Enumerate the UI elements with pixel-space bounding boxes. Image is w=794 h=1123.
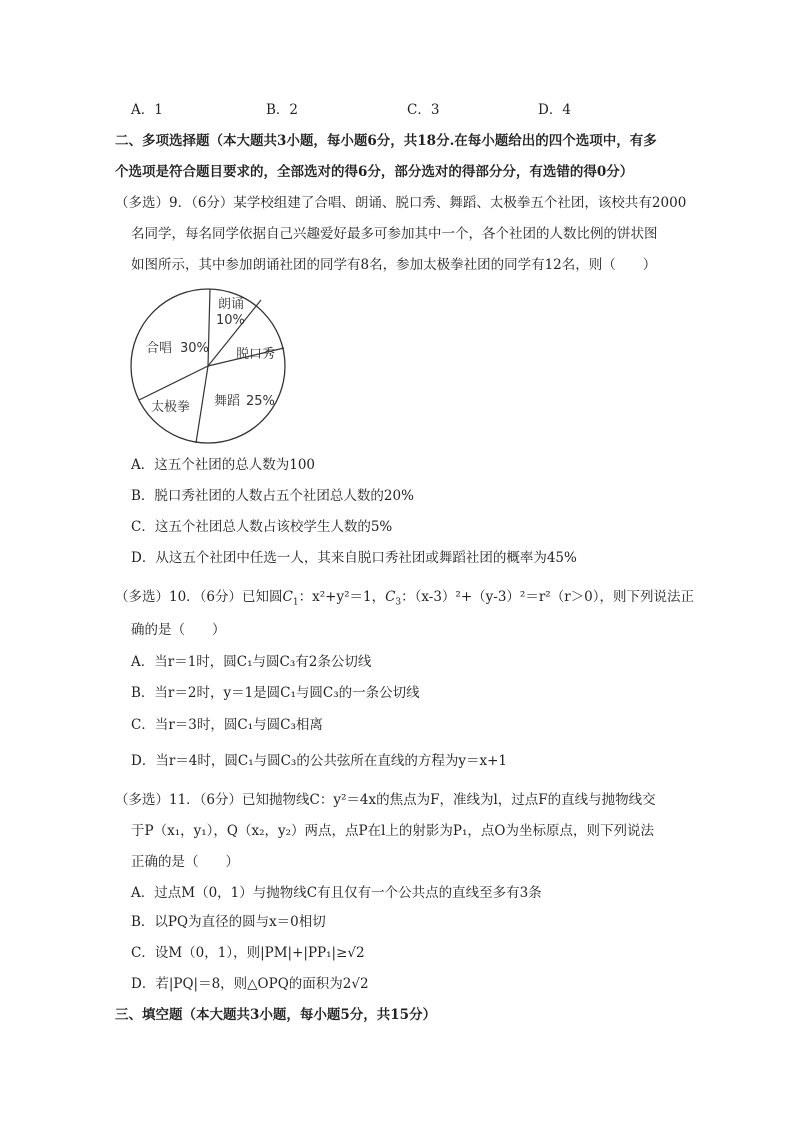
pie-value-langsong: 10%	[216, 313, 245, 328]
q10-circle-c1-sub: 1	[292, 597, 299, 608]
pie-label-tuokouxiu: 脱口秀	[236, 347, 276, 362]
q9-stem-line1: （多选）9．（6分）某学校组建了合唱、朗诵、脱口秀、舞蹈、太极拳五个社团，该校共有2000	[115, 195, 687, 211]
q11-option-c: C．设M（0，1），则|PM|+|PP₁|≥√2	[131, 945, 365, 961]
pie-value-wudao: 25%	[246, 394, 275, 409]
pie-chart	[128, 286, 288, 446]
q10-option-a: A．当r＝1时，圆C₁与圆C₃有2条公切线	[131, 654, 372, 670]
q9-option-b: B．脱口秀社团的人数占五个社团总人数的20%	[131, 488, 414, 504]
pie-label-hechang: 合唱	[146, 341, 173, 356]
q8-option-d: D．4	[538, 102, 571, 118]
section2-heading-line2: 个选项是符合题目要求的，全部选对的得6分，部分选对的得部分分，有选错的得0分）	[115, 164, 634, 180]
q9-option-d: D．从这五个社团中任选一人，其来自脱口秀社团或舞蹈社团的概率为45%	[131, 550, 577, 566]
q11-option-b: B．以PQ为直径的圆与x＝0相切	[131, 914, 326, 930]
q11-stem-line2: 于P（x₁，y₁），Q（x₂，y₂）两点，点P在l上的射影为P₁，点O为坐标原点，则下列说法	[131, 823, 654, 839]
q9-option-c: C．这五个社团总人数占该校学生人数的5%	[131, 519, 393, 535]
q10-prefix: （多选）10．（6分）已知圆	[115, 589, 283, 605]
pie-value-hechang: 30%	[180, 341, 209, 356]
q10-option-d: D．当r＝4时，圆C₁与圆C₃的公共弦所在直线的方程为y＝x+1	[131, 753, 507, 769]
q11-option-d: D．若|PQ|＝8，则△OPQ的面积为2√2	[131, 976, 369, 992]
q10-eq1: ：x²+y²＝1，	[298, 589, 386, 605]
pie-label-taijiquan: 太极拳	[151, 400, 191, 415]
q9-option-a: A．这五个社团的总人数为100	[131, 457, 316, 473]
q8-option-c: C．3	[407, 102, 440, 118]
q11-stem-line1: （多选）11．（6分）已知抛物线C：y²＝4x的焦点为F，准线为l，过点F的直线与抛物线交	[115, 792, 656, 808]
q10-circle-c3: C	[385, 589, 396, 605]
pie-label-wudao: 舞蹈	[214, 394, 241, 409]
pie-label-langsong: 朗诵	[218, 297, 245, 312]
q9-stem-line2: 名同学，每名同学依据自己兴趣爱好最多可参加其中一个，各个社团的人数比例的饼状图	[131, 226, 658, 242]
q10-circle-c1: C	[282, 589, 293, 605]
q10-option-b: B．当r＝2时，y＝1是圆C₁与圆C₃的一条公切线	[131, 685, 420, 701]
q10-circle-c3-sub: 3	[395, 597, 402, 608]
q9-stem-line3: 如图所示，其中参加朗诵社团的同学有8名，参加太极拳社团的同学有12名，则（ ）	[131, 257, 657, 273]
q10-stem-line2: 确的是（ ）	[131, 622, 226, 638]
section3-heading: 三、填空题（本大题共3小题，每小题5分，共15分）	[115, 1007, 437, 1023]
q10-eq3: ：（x-3）²+（y-3）²＝r²（r＞0），则下列说法正	[401, 589, 695, 605]
q10-option-c: C．当r＝3时，圆C₁与圆C₃相离	[131, 717, 323, 733]
q11-option-a: A．过点M（0，1）与抛物线C有且仅有一个公共点的直线至多有3条	[131, 885, 542, 901]
q8-option-b: B．2	[266, 102, 299, 118]
section2-heading-line1: 二、多项选择题（本大题共3小题，每小题6分，共18分.在每小题给出的四个选项中，有多	[115, 133, 657, 149]
q10-stem-line1	[115, 588, 694, 612]
q11-stem-line3: 正确的是（ ）	[131, 854, 239, 870]
q8-option-a: A．1	[131, 102, 163, 118]
